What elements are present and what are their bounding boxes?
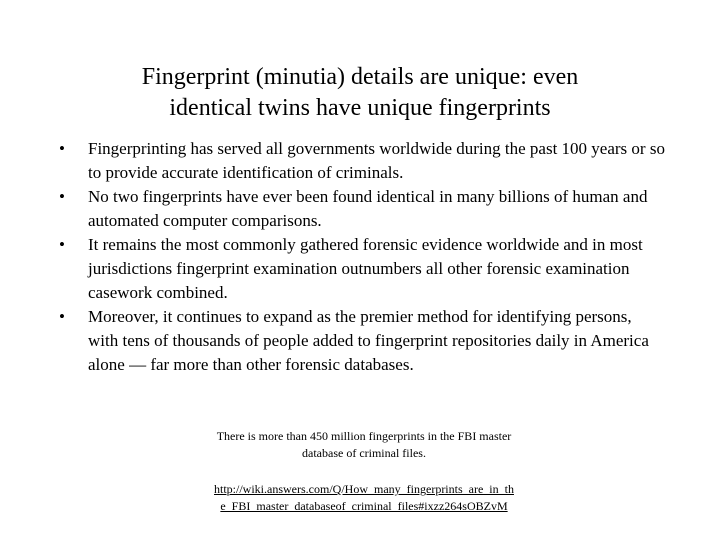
bullet-icon: • (59, 307, 65, 326)
bullet-text: Fingerprinting has served all governments worldwide during the past 100 years or so to provide accurate identification of criminals. (88, 139, 665, 182)
fbi-note: There is more than 450 million fingerprints in the FBI master database of criminal files. (216, 429, 512, 460)
bullet-icon: • (59, 235, 65, 254)
bullet-text: No two fingerprints have ever been found identical in many billions of human and automated computer comparisons. (88, 187, 648, 230)
bullet-item (56, 185, 666, 233)
bullet-item (56, 137, 666, 185)
bullet-icon: • (59, 187, 65, 206)
bullet-text: It remains the most commonly gathered forensic evidence worldwide and in most jurisdictions fingerprint examination outnumbers all other forensic examination casework combined. (88, 235, 643, 302)
bullet-list (56, 137, 666, 377)
bullet-icon: • (59, 139, 65, 158)
slide-title: Fingerprint (minutia) details are unique: even identical twins have unique fingerprints (141, 64, 579, 121)
bullet-item (56, 305, 666, 377)
source-link[interactable]: http://wiki.answers.com/Q/How_many_fingerprints_are_in_th e_FBI_master_databaseof_criminal_files#ixzz264sOBZvM (214, 482, 514, 513)
bullet-item (56, 233, 666, 305)
bullet-text: Moreover, it continues to expand as the premier method for identifying persons, with tens of thousands of people added to fingerprint repositories daily in America alone — far more than other forensic databases. (88, 307, 649, 374)
